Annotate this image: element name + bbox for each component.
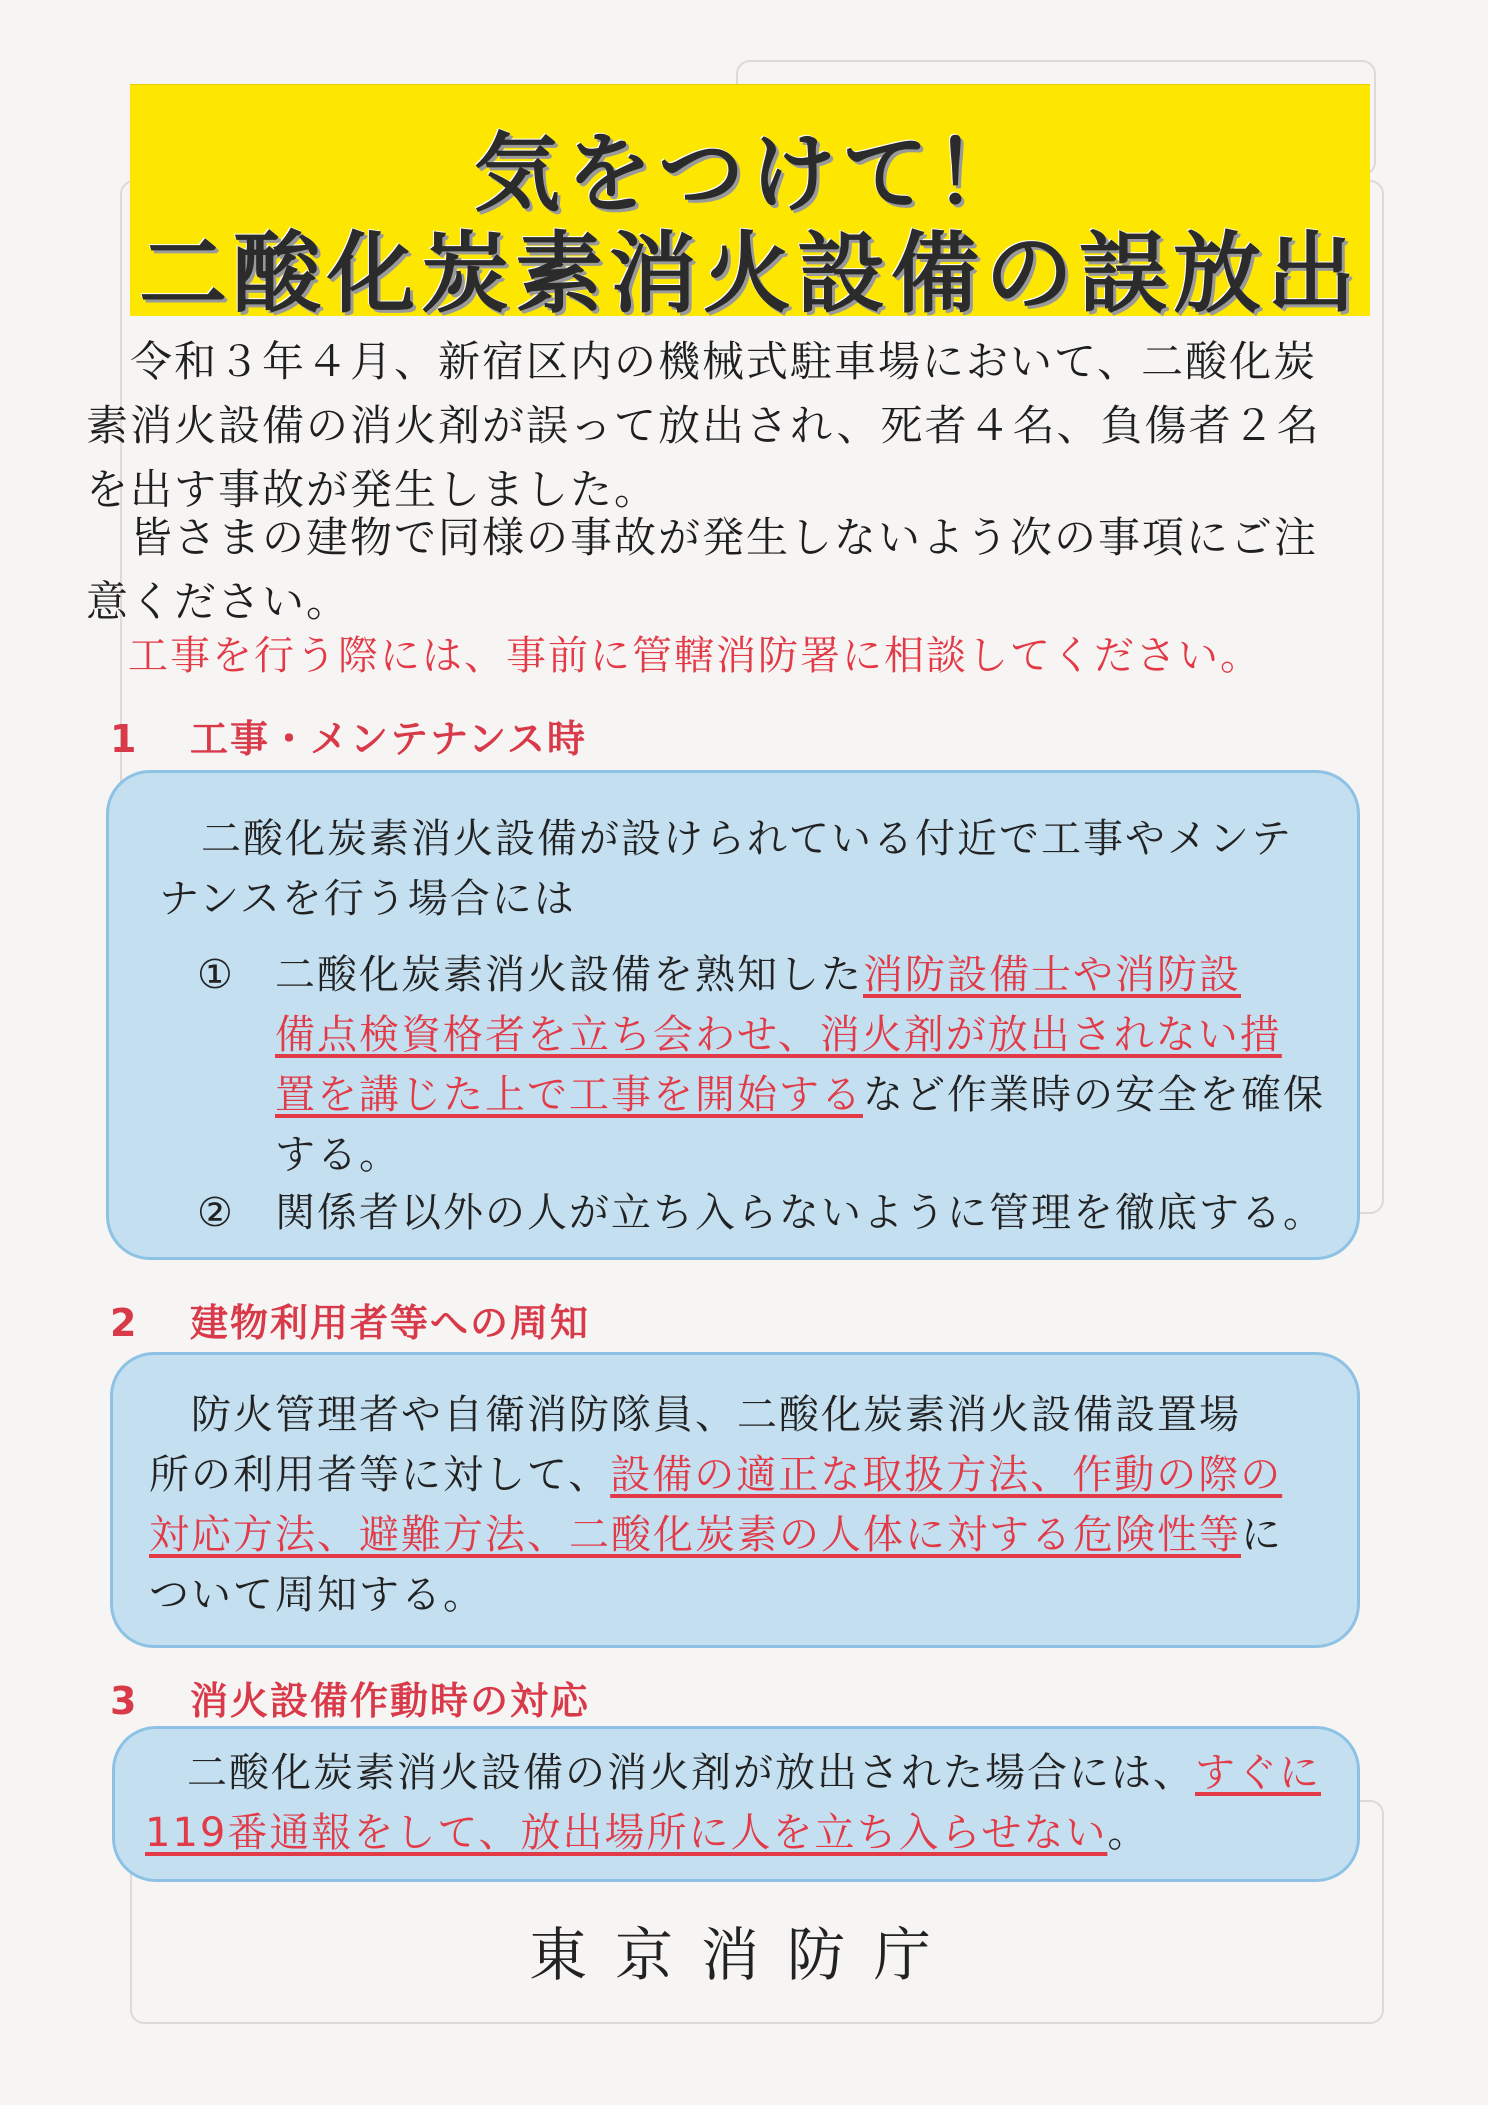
section-number: 1 (110, 717, 139, 761)
section-1-lead (159, 809, 1329, 929)
item-1-emphasis: 消防設備士や消防設 (863, 952, 1241, 998)
lead-line: ナンスを行う場合には (159, 876, 576, 922)
section-title: 工事・メンテナンス時 (190, 717, 587, 761)
item-1-plain: 二酸化炭素消火設備を熟知した (275, 952, 863, 998)
intro-line: 素消火設備の消火剤が誤って放出され、死者４名、負傷者２名 (86, 401, 1321, 450)
consult-warning: 工事を行う際には、事前に管轄消防署に相談してください。 (128, 633, 1262, 679)
section-3-text (145, 1743, 1345, 1863)
lead-line: 二酸化炭素消火設備が設けられている付近で工事やメンテ (159, 816, 1293, 862)
section-2-emphasis: 設備の適正な取扱方法、作動の際の (610, 1452, 1283, 1498)
section-3-tail: 。 (1107, 1810, 1150, 1856)
section-3-plain: 二酸化炭素消火設備の消火剤が放出された場合には、 (145, 1750, 1195, 1796)
section-title: 消火設備作動時の対応 (190, 1679, 591, 1723)
item-1-tail: など作業時の安全を確保 (863, 1072, 1325, 1118)
item-1-end: する。 (275, 1132, 401, 1178)
section-title: 建物利用者等への周知 (190, 1301, 591, 1345)
section-2-box (110, 1352, 1360, 1648)
item-1-emphasis: 置を講じた上で工事を開始する (275, 1072, 863, 1118)
section-3-heading (110, 1670, 590, 1725)
item-2-text: 関係者以外の人が立ち入らないように管理を徹底する。 (275, 1190, 1325, 1236)
section-1-box (106, 770, 1360, 1260)
section-2-plain: 所の利用者等に対して、 (149, 1452, 611, 1498)
title-banner (130, 84, 1370, 325)
intro-line: 皆さまの建物で同様の事故が発生しないよう次の事項にご注 (86, 513, 1319, 562)
section-2-tail: に (1241, 1512, 1283, 1558)
item-1-emphasis: 備点検資格者を立ち会わせ、消火剤が放出されない措 (275, 1012, 1282, 1058)
section-number: 2 (110, 1301, 139, 1345)
section-2-line: ついて周知する。 (149, 1572, 485, 1618)
intro-line: 令和３年４月、新宿区内の機械式駐車場において、二酸化炭 (86, 337, 1318, 386)
intro-paragraph-2 (86, 506, 1386, 634)
intro-line: を出す事故が発生しました。 (86, 465, 659, 514)
item-2-marker: ② (197, 1190, 235, 1236)
intro-paragraph-1 (86, 330, 1386, 522)
section-2-line: 防火管理者や自衛消防隊員、二酸化炭素消火設備設置場 (149, 1392, 1241, 1438)
section-1-heading (110, 708, 587, 763)
section-2-emphasis: 対応方法、避難方法、二酸化炭素の人体に対する危険性等 (149, 1512, 1241, 1558)
item-1-text (275, 945, 1335, 1185)
section-2-text (149, 1385, 1339, 1625)
section-3-box (112, 1726, 1360, 1882)
intro-line: 意ください。 (86, 577, 351, 626)
section-3-emphasis: 119番通報をして、放出場所に人を立ち入らせない (145, 1810, 1108, 1856)
section-3-emphasis: すぐに (1195, 1750, 1321, 1796)
item-1-marker: ① (197, 952, 235, 998)
title-line-1: 気をつけて！ (474, 124, 1026, 224)
section-number: 3 (110, 1679, 139, 1723)
section-2-heading (110, 1292, 590, 1347)
title-line-2: 二酸化炭素消火設備の誤放出 (138, 222, 1361, 325)
issuer-name: 東京消防庁 (528, 1921, 959, 1989)
